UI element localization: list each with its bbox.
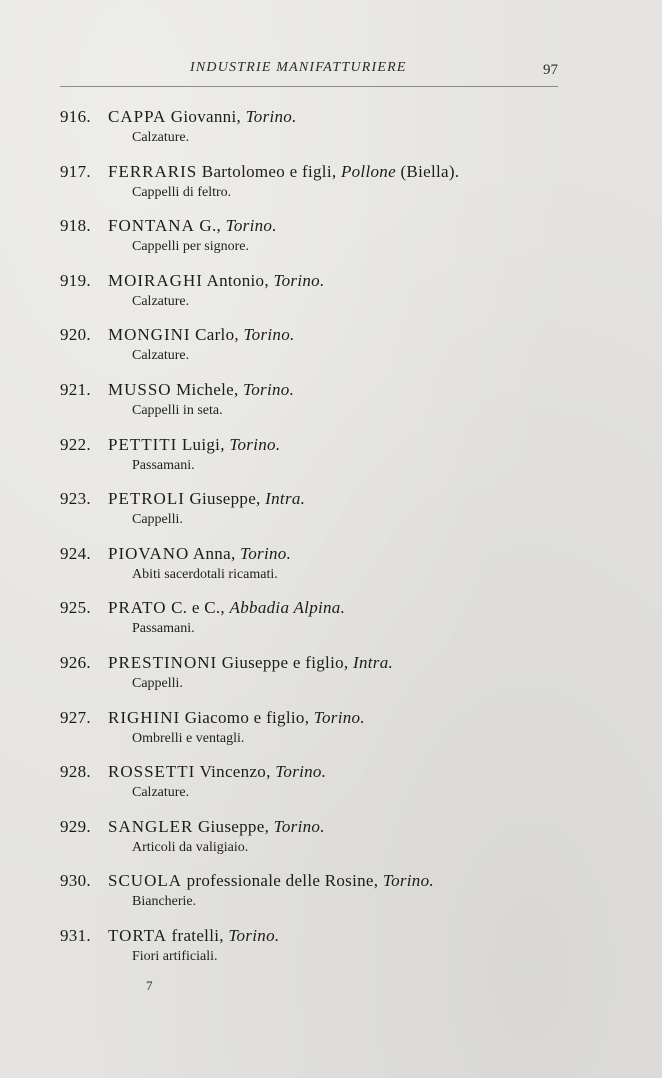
entry-product: Passamani. bbox=[132, 621, 195, 637]
list-item bbox=[60, 707, 560, 762]
entry-place: Intra. bbox=[353, 652, 394, 672]
entry-after: (Biella). bbox=[395, 161, 460, 181]
list-item bbox=[60, 379, 560, 434]
entry-number: 925. bbox=[60, 598, 91, 618]
entry-place: Intra. bbox=[265, 489, 306, 509]
entry-place: Abbadia Alpina. bbox=[229, 598, 346, 618]
entry-place: Torino. bbox=[273, 270, 325, 290]
entry-line bbox=[60, 488, 560, 510]
entry-product: Calzature. bbox=[132, 785, 190, 801]
list-item bbox=[60, 761, 560, 816]
entry-name: MUSSO bbox=[108, 379, 172, 399]
entry-product: Articoli da valigiaio. bbox=[132, 839, 249, 855]
entry-line bbox=[60, 925, 560, 947]
entry-details: Anna, bbox=[189, 543, 241, 563]
entry-product: Cappelli in seta. bbox=[132, 402, 223, 418]
entry-product: Fiori artificiali. bbox=[132, 948, 218, 964]
list-item bbox=[60, 543, 560, 598]
entry-number: 918. bbox=[60, 216, 91, 236]
entry-line bbox=[60, 270, 560, 292]
list-item bbox=[60, 488, 560, 543]
entry-number: 931. bbox=[60, 925, 91, 945]
entry-place: Torino. bbox=[225, 216, 277, 236]
entry-details: Carlo, bbox=[190, 325, 244, 345]
running-header bbox=[60, 58, 558, 82]
entry-number: 926. bbox=[60, 652, 91, 672]
entry-line bbox=[60, 816, 560, 838]
list-item bbox=[60, 652, 560, 707]
entry-line bbox=[60, 870, 560, 892]
list-item bbox=[60, 106, 560, 161]
entry-name: MONGINI bbox=[108, 325, 191, 345]
entry-number: 927. bbox=[60, 707, 91, 727]
entry-place: Torino. bbox=[313, 707, 365, 727]
entry-name: PRATO bbox=[108, 598, 167, 618]
entry-product: Passamani. bbox=[132, 457, 195, 473]
entry-details: Michele, bbox=[171, 379, 244, 399]
entry-name: FERRARIS bbox=[108, 161, 198, 181]
entry-product: Cappelli. bbox=[132, 512, 183, 528]
entry-name: RIGHINI bbox=[108, 707, 181, 727]
entry-name: PETTITI bbox=[108, 434, 178, 454]
entry-number: 928. bbox=[60, 762, 91, 782]
entry-name: PIOVANO bbox=[108, 543, 190, 563]
entry-details: Giuseppe, bbox=[193, 816, 274, 836]
entry-product: Biancherie. bbox=[132, 894, 197, 910]
signature-mark: 7 bbox=[146, 978, 153, 993]
list-item bbox=[60, 870, 560, 925]
entry-name: FONTANA bbox=[108, 216, 195, 236]
entry-product: Abiti sacerdotali ricamati. bbox=[132, 566, 278, 582]
entry-details: Giuseppe e figlio, bbox=[217, 652, 354, 672]
entry-number: 923. bbox=[60, 489, 91, 509]
list-item bbox=[60, 597, 560, 652]
entry-name: SANGLER bbox=[108, 816, 194, 836]
entry-number: 919. bbox=[60, 270, 91, 290]
entry-number: 921. bbox=[60, 379, 91, 399]
list-item bbox=[60, 816, 560, 871]
entry-details: Giovanni, bbox=[166, 107, 246, 126]
entry-details: G., bbox=[194, 216, 226, 236]
exhibitor-list bbox=[60, 106, 560, 980]
header-rule bbox=[60, 86, 558, 87]
entry-details: Bartolomeo e figli, bbox=[197, 161, 341, 181]
entry-product: Cappelli. bbox=[132, 675, 183, 691]
page-number: 97 bbox=[543, 62, 558, 78]
list-item bbox=[60, 925, 560, 980]
entry-place: Torino. bbox=[229, 434, 281, 454]
entry-name: MOIRAGHI bbox=[108, 270, 203, 290]
entry-product: Cappelli di feltro. bbox=[132, 184, 232, 200]
entry-place: Torino. bbox=[273, 816, 325, 836]
entry-name: SCUOLA bbox=[108, 871, 183, 891]
entry-line bbox=[60, 543, 560, 565]
entry-details: Luigi, bbox=[177, 434, 230, 454]
entry-line bbox=[60, 106, 560, 128]
entry-details: C. e C., bbox=[166, 598, 230, 618]
entry-name: PETROLI bbox=[108, 489, 185, 509]
entry-line bbox=[60, 434, 560, 456]
entry-product: Calzature. bbox=[132, 348, 190, 364]
list-item bbox=[60, 324, 560, 379]
entry-place: Torino. bbox=[245, 107, 297, 126]
entry-details: Giuseppe, bbox=[184, 489, 266, 509]
entry-line bbox=[60, 324, 560, 346]
entry-line bbox=[60, 161, 560, 183]
entry-place: Torino. bbox=[382, 871, 434, 891]
entry-name: PRESTINONI bbox=[108, 652, 218, 672]
entry-details: Vincenzo, bbox=[195, 762, 276, 782]
entry-number: 930. bbox=[60, 871, 91, 891]
entry-place: Torino. bbox=[275, 762, 327, 782]
entry-place: Torino. bbox=[240, 543, 292, 563]
entry-name: TORTA bbox=[108, 925, 167, 945]
list-item bbox=[60, 434, 560, 489]
entry-product: Ombrelli e ventagli. bbox=[132, 730, 245, 746]
entry-number: 920. bbox=[60, 325, 91, 345]
entry-number: 922. bbox=[60, 434, 91, 454]
list-item bbox=[60, 270, 560, 325]
entry-number: 924. bbox=[60, 543, 91, 563]
entry-line bbox=[60, 652, 560, 674]
entry-place: Torino. bbox=[228, 925, 280, 945]
entry-product: Cappelli per signore. bbox=[132, 239, 250, 255]
list-item bbox=[60, 161, 560, 216]
entry-line bbox=[60, 761, 560, 783]
entry-line bbox=[60, 215, 560, 237]
entry-place: Pollone bbox=[340, 161, 396, 181]
entry-name: ROSSETTI bbox=[108, 762, 196, 782]
entry-line bbox=[60, 597, 560, 619]
entry-details: Giacomo e figlio, bbox=[180, 707, 314, 727]
list-item bbox=[60, 215, 560, 270]
entry-number: 929. bbox=[60, 816, 91, 836]
header-title: INDUSTRIE MANIFATTURIERE bbox=[190, 60, 407, 75]
entry-details: professionale delle Rosine, bbox=[182, 871, 383, 891]
entry-line bbox=[60, 379, 560, 401]
entry-place: Torino. bbox=[243, 379, 295, 399]
entry-number: 916. bbox=[60, 107, 91, 126]
entry-name: CAPPA bbox=[108, 107, 167, 126]
entry-number: 917. bbox=[60, 161, 91, 181]
entry-product: Calzature. bbox=[132, 293, 190, 309]
entry-place: Torino. bbox=[243, 325, 295, 345]
entry-details: Antonio, bbox=[202, 270, 274, 290]
entry-product: Calzature. bbox=[132, 130, 190, 145]
entry-line bbox=[60, 707, 560, 729]
entry-details: fratelli, bbox=[166, 925, 229, 945]
